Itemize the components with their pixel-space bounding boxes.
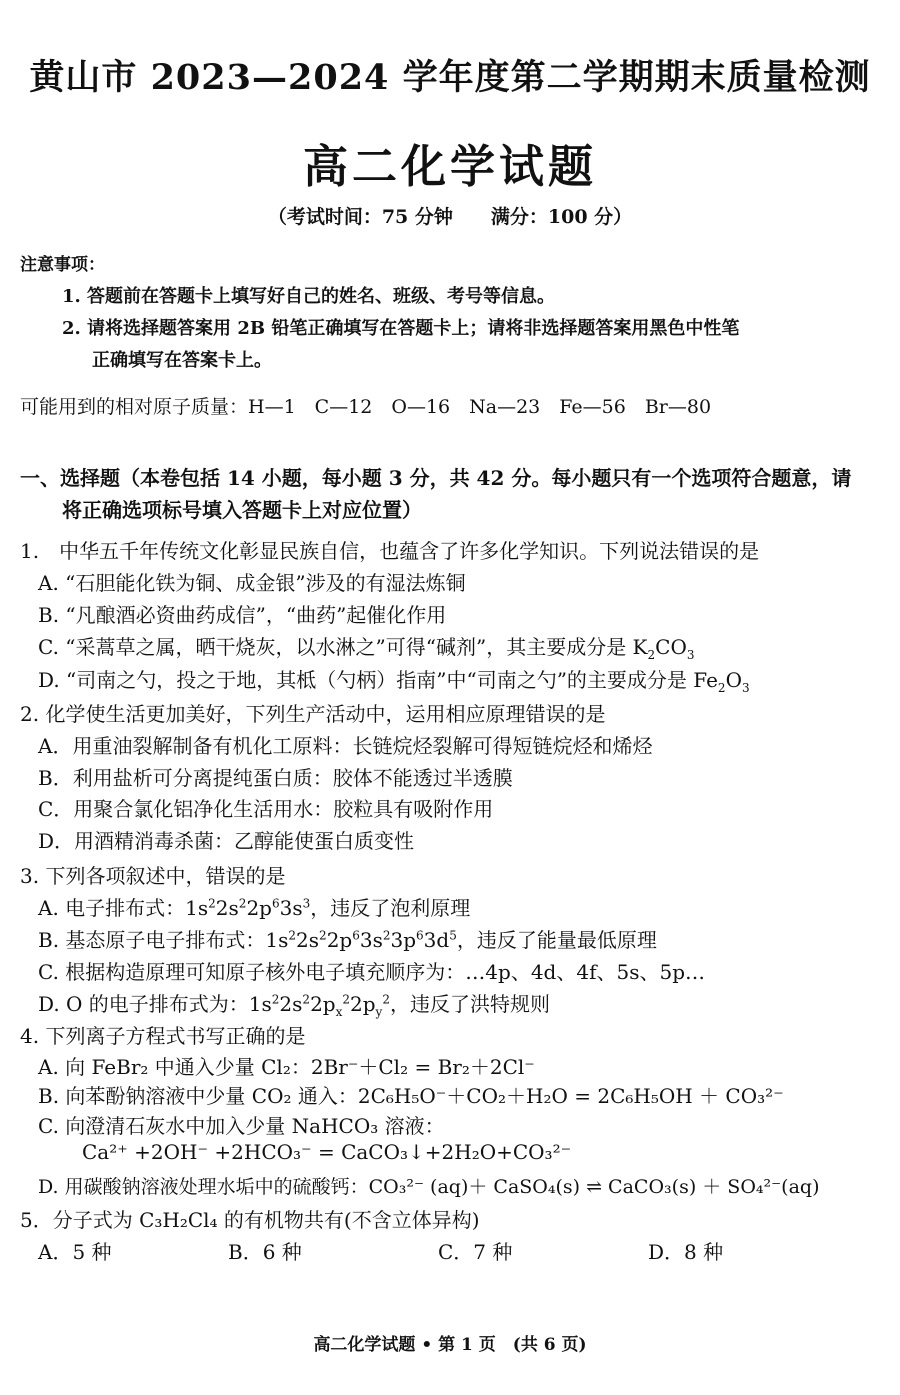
q3-stem: 3. 下列各项叙述中，错误的是 <box>20 864 286 888</box>
atomic-mass-line: 可能用到的相对原子质量：H—1 C—12 O—16 Na—23 Fe—56 Br—80 <box>20 396 712 418</box>
q5-stem: 5．分子式为 C₃H₂Cl₄ 的有机物共有(不含立体异构) <box>20 1208 480 1232</box>
notice-item-2: 2. 请将选择题答案用 2B 铅笔正确填写在答题卡上；请将非选择题答案用黑色中性笔 <box>62 318 740 339</box>
q2-option-d: D．用酒精消毒杀菌：乙醇能使蛋白质变性 <box>38 829 415 853</box>
section-heading: 一、选择题（本卷包括 14 小题，每小题 3 分，共 42 分。每小题只有一个选项符合题意，请 <box>20 466 852 490</box>
page-footer: 高二化学试题 • 第 1 页 (共 6 页) <box>313 1335 587 1355</box>
q2-option-b: B．利用盐析可分离提纯蛋白质：胶体不能透过半透膜 <box>38 766 513 790</box>
q1-stem: 1. 中华五千年传统文化彰显民族自信，也蕴含了许多化学知识。下列说法错误的是 <box>20 539 760 563</box>
q3-option-c: C. 根据构造原理可知原子核外电子填充顺序为：…4p、4d、4f、5s、5p… <box>38 960 706 984</box>
q2-stem: 2. 化学使生活更加美好，下列生产活动中，运用相应原理错误的是 <box>20 702 606 726</box>
exam-title: 黄山市 2023—2024 学年度第二学期期末质量检测 <box>29 57 871 98</box>
q3-option-d: D. O 的电子排布式为：$1s^22s^22p_x^22p_y^2$，违反了洪特规则 <box>38 992 550 1019</box>
q4-option-c: C. 向澄清石灰水中加入少量 NaHCO₃ 溶液： <box>38 1114 445 1138</box>
q4-option-c-equation: Ca²⁺ +2OH⁻ +2HCO₃⁻ = CaCO₃↓+2H₂O+CO₃²⁻ <box>82 1140 572 1164</box>
q2-option-a: A．用重油裂解制备有机化工原料：长链烷烃裂解可得短链烷烃和烯烃 <box>38 734 653 758</box>
q2-option-c: C．用聚合氯化铝净化生活用水：胶粒具有吸附作用 <box>38 797 494 821</box>
q4-option-a: A. 向 FeBr₂ 中通入少量 Cl₂：2Br⁻＋Cl₂ = Br₂＋2Cl⁻ <box>38 1055 535 1079</box>
subject-title: 高二化学试题 <box>302 140 597 193</box>
notice-item-2-cont: 正确填写在答案卡上。 <box>92 350 272 371</box>
q5-option-a: A．5 种 <box>38 1240 112 1264</box>
q4-option-b: B. 向苯酚钠溶液中少量 CO₂ 通入：2C₆H₅O⁻＋CO₂＋H₂O = 2C₆H₅OH ＋ CO₃²⁻ <box>38 1084 784 1108</box>
q5-option-b: B．6 种 <box>228 1240 302 1264</box>
notice-item-1: 1. 答题前在答题卡上填写好自己的姓名、班级、考号等信息。 <box>62 286 556 307</box>
q5-option-d: D．8 种 <box>648 1240 724 1264</box>
exam-info: （考试时间：75 分钟 满分：100 分） <box>267 206 633 228</box>
q1-option-a: A. “石胆能化铁为铜、成金银”涉及的有湿法炼铜 <box>38 571 466 595</box>
q1-option-d: D. “司南之勺，投之于地，其柢（勺柄）指南”中“司南之勺”的主要成分是 $Fe_2O_3$ <box>38 668 750 695</box>
section-heading-cont: 将正确选项标号填入答题卡上对应位置） <box>62 498 422 522</box>
notice-heading: 注意事项： <box>20 255 105 275</box>
q1-option-b: B. “凡酿酒必资曲药成信”，“曲药”起催化作用 <box>38 603 447 627</box>
q4-stem: 4. 下列离子方程式书写正确的是 <box>20 1024 306 1048</box>
q5-option-c: C．7 种 <box>438 1240 513 1264</box>
q1-option-c: C. “采蒿草之属，晒干烧灰，以水淋之”可得“碱剂”，其主要成分是 $K_2CO_3$ <box>38 635 695 662</box>
q3-option-b: B. 基态原子电子排布式：$1s^22s^22p^63s^23p^63d^5$，违反了能量最低原理 <box>38 928 657 952</box>
q4-option-d: D. 用碳酸钠溶液处理水垢中的硫酸钙：CO₃²⁻ (aq)＋ CaSO₄(s) ⇌ CaCO₃(s) ＋ SO₄²⁻(aq) <box>38 1176 820 1198</box>
q3-option-a: A. 电子排布式：$1s^22s^22p^63s^3$，违反了泡利原理 <box>38 896 471 920</box>
